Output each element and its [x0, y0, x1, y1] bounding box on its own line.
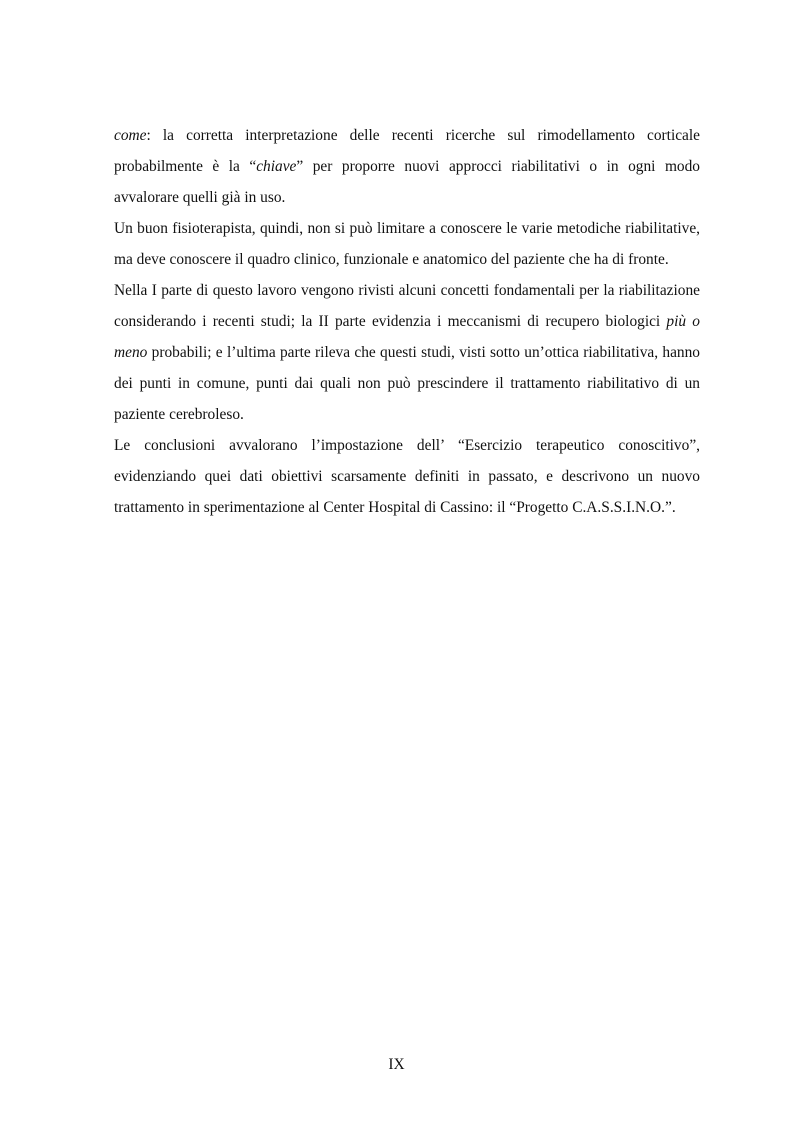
text-segment: Nella I parte di questo lavoro vengono rivisti alcuni concetti fondamentali per la riabilitazione considerando i recenti studi; la II parte evidenzia i meccanismi di recupero biologici — [114, 282, 700, 330]
text-segment: : la corretta interpretazione delle recenti ricerche sul rimodellamento corticale probabilmente è la “ — [114, 127, 700, 175]
paragraph-2 — [114, 213, 700, 275]
text-segment: probabili; e l’ultima parte rileva che questi studi, visti sotto un’ottica riabilitativa, hanno dei punti in comune, punti dai quali non può prescindere il trattamento riabilitativo di un paziente cerebroleso. — [114, 344, 700, 423]
text-segment: Un buon fisioterapista, quindi, non si può limitare a conoscere le varie metodiche riabilitative, ma deve conoscere il quadro clinico, funzionale e anatomico del paziente che ha di fronte. — [114, 220, 700, 268]
paragraph-4 — [114, 430, 700, 523]
page-number: IX — [388, 1056, 405, 1073]
paragraph-1 — [114, 120, 700, 213]
text-segment: Le conclusioni avvalorano l’impostazione dell’ “Esercizio terapeutico conoscitivo”, evidenziando quei dati obiettivi scarsamente definiti in passato, e descrivono un nuovo trattamento in sperimentazione al Center Hospital di Cassino: il “Progetto C.A.S.S.I.N.O.”. — [114, 437, 700, 516]
body-text — [114, 120, 700, 523]
text-segment: come — [114, 127, 147, 144]
text-segment: ” per proporre nuovi approcci riabilitativi o in ogni modo avvalorare quelli già in uso. — [114, 158, 700, 206]
text-segment: chiave — [256, 158, 297, 175]
paragraph-3 — [114, 275, 700, 430]
text-segment: più o meno — [114, 313, 700, 361]
